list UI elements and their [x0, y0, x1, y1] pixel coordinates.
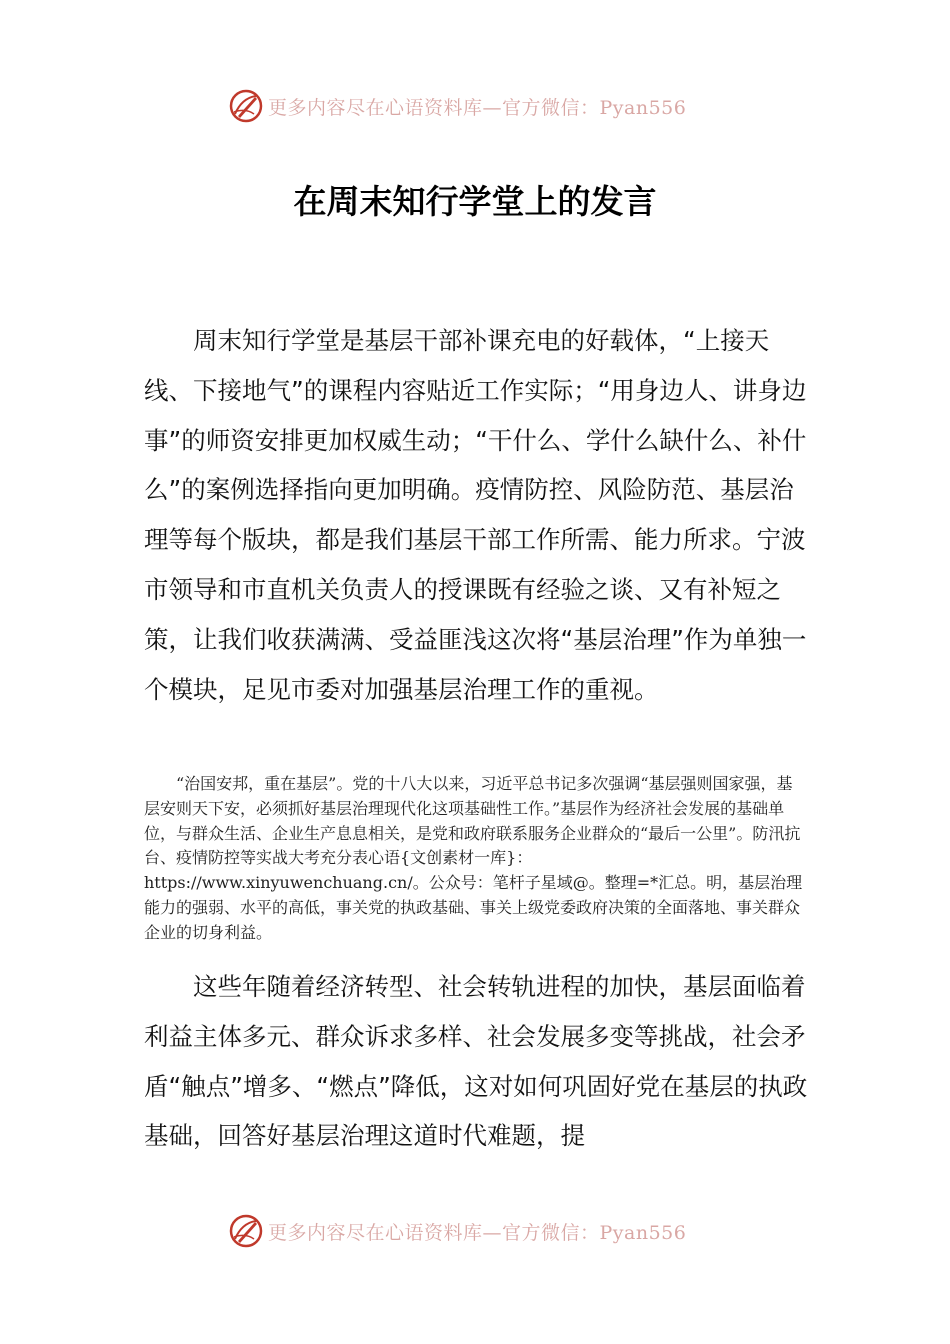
body-paragraph-1: 周末知行学堂是基层干部补课充电的好载体，“上接天线、下接地气”的课程内容贴近工作实际；“用身边人、讲身边事”的师资安排更加权威生动；“干什么、学什么缺什么、补什么”的案例选择指向更加明确。疫情防控、风险防范、基层治理等每个版块，都是我们基层干部工作所需、能力所求。宁波市领导和市直机关负责人的授课既有经验之谈、又有补短之策，让我们收获满满、受益匪浅这次将“基层治理”作为单独一个模块，足见市委对加强基层治理工作的重视。	[144, 326, 807, 704]
footer-banner-text: 更多内容尽在心语资料库—官方微信：Pyan556	[268, 1221, 687, 1244]
body-paragraph-2: “治国安邦，重在基层”。党的十八大以来，习近平总书记多次强调“基层强则国家强，基层安则天下安，必须抓好基层治理现代化这项基础性工作。”基层作为经济社会发展的基础单位，与群众生活、企业生产息息相关，是党和政府联系服务企业群众的“最后一公里”。防汛抗台、疫情防控等实战大考充分表心语{文创素材一库}：https://www.xinyuwenchuang.cn/。公众号：笔杆子星域@。整理=*汇总。明，基层治理能力的强弱、水平的高低，事关党的执政基础、事关上级党委政府决策的全面落地、事关群众企业的切身利益。	[144, 774, 803, 942]
pen-logo-icon	[228, 1213, 264, 1249]
document-title: 在周末知行学堂上的发言	[293, 182, 657, 221]
header-banner-text: 更多内容尽在心语资料库—官方微信：Pyan556	[268, 96, 687, 119]
body-paragraph-3: 这些年随着经济转型、社会转轨进程的加快，基层面临着利益主体多元、群众诉求多样、社会发展多变等挑战，社会矛盾“触点”增多、“燃点”降低，这对如何巩固好党在基层的执政基础，回答好基层治理这道时代难题，提	[144, 972, 808, 1151]
pen-logo-icon	[228, 88, 264, 124]
header-banner	[228, 86, 686, 126]
footer-banner	[228, 1211, 686, 1251]
